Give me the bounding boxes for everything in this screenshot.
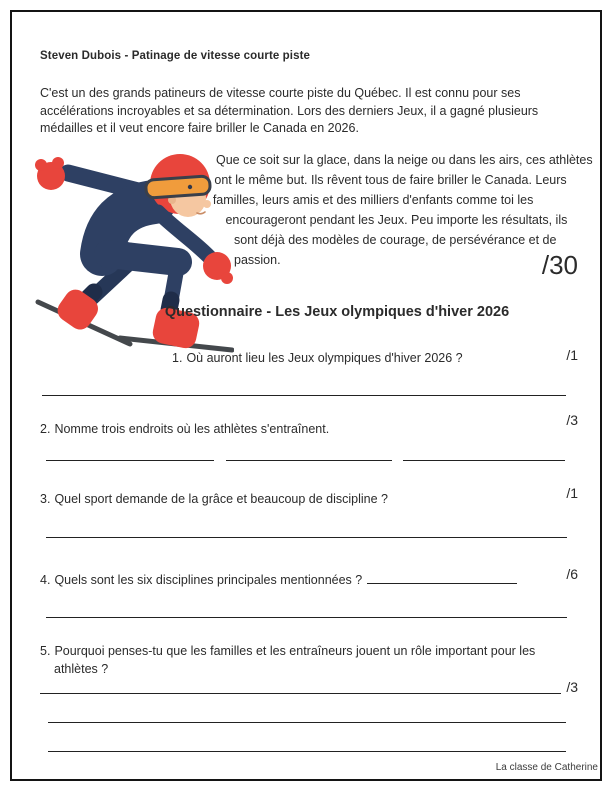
question-2-points: /3 bbox=[566, 412, 578, 428]
question-text: Pourquoi penses-tu que les familles et les entraîneurs jouent un rôle important pour les athlètes ? bbox=[54, 644, 536, 676]
question-3-points: /1 bbox=[566, 485, 578, 501]
question-5 bbox=[40, 642, 564, 678]
total-score: /30 bbox=[541, 250, 578, 280]
question-number: 4. bbox=[40, 573, 51, 587]
answer-line[interactable] bbox=[48, 751, 566, 752]
answer-line[interactable] bbox=[403, 460, 565, 461]
question-text: Quels sont les six disciplines principales mentionnées ? bbox=[54, 573, 363, 587]
question-5-points: /3 bbox=[566, 679, 578, 695]
question-3 bbox=[40, 490, 542, 508]
answer-line[interactable] bbox=[48, 722, 566, 723]
question-number: 3. bbox=[40, 492, 51, 506]
answer-line[interactable] bbox=[40, 693, 561, 694]
question-4 bbox=[40, 571, 550, 589]
questionnaire-heading: Questionnaire - Les Jeux olympiques d'hiver 2026 bbox=[164, 304, 510, 320]
question-number: 5. bbox=[40, 644, 51, 658]
question-1 bbox=[172, 349, 542, 367]
athlete-paragraph: Que ce soit sur la glace, dans la neige ou dans les airs, ces athlètes ont le même but. Ils rêvent tous de faire briller le Canada. Leurs familles, leurs amis et des milliers d'enfants comme toi les encourageront pendant les Jeux. Peu importe les résultats, ils sont déjà des modèles de courage, de persévérance et de passion. bbox=[212, 153, 593, 267]
answer-line[interactable] bbox=[46, 617, 567, 618]
question-number: 2. bbox=[40, 422, 51, 436]
question-number: 1. bbox=[172, 351, 183, 365]
question-2 bbox=[40, 420, 542, 438]
athlete-paragraph-block bbox=[38, 150, 594, 280]
answer-line[interactable] bbox=[226, 460, 392, 461]
worksheet-title: Steven Dubois - Patinage de vitesse courte piste bbox=[40, 50, 311, 62]
question-4-points: /6 bbox=[566, 566, 578, 582]
question-text: Quel sport demande de la grâce et beaucoup de discipline ? bbox=[54, 492, 388, 506]
answer-line[interactable] bbox=[42, 395, 566, 396]
question-text: Où auront lieu les Jeux olympiques d'hiver 2026 ? bbox=[186, 351, 463, 365]
answer-line[interactable] bbox=[46, 460, 214, 461]
question-1-points: /1 bbox=[566, 347, 578, 363]
answer-line[interactable] bbox=[46, 537, 567, 538]
inline-answer-line[interactable] bbox=[367, 571, 517, 584]
illustration-wrap-spacer bbox=[38, 150, 234, 280]
question-text: Nomme trois endroits où les athlètes s'entraînent. bbox=[54, 422, 330, 436]
intro-paragraph: C'est un des grands patineurs de vitesse courte piste du Québec. Il est connu pour ses accélérations incroyables et sa détermination. Lors des derniers Jeux, il a gagné plusieurs médailles et il veut encore faire briller le Canada en 2026. bbox=[40, 86, 539, 135]
footer-credit: La classe de Catherine bbox=[495, 762, 598, 773]
